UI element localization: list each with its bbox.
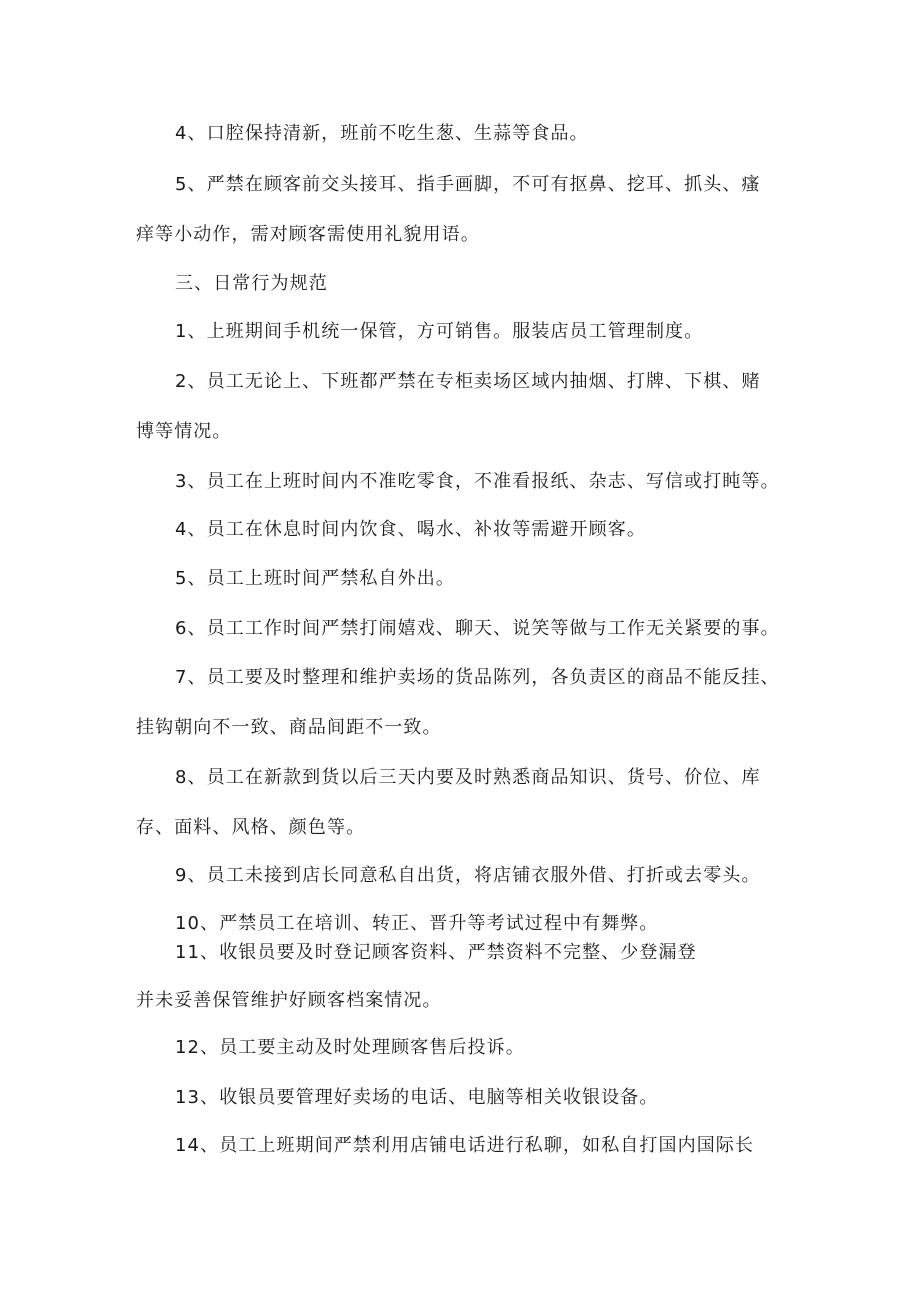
rule-14-no-private-calls: 14、员工上班期间严禁利用店铺电话进行私聊，如私自打国内国际长 [175, 1135, 755, 1156]
rule-5-no-whispering: 5、严禁在顾客前交头接耳、指手画脚，不可有抠鼻、挖耳、抓头、瘙 [175, 174, 761, 195]
rule-10-no-cheating: 10、严禁员工在培训、转正、晋升等考试过程中有舞弊。 [175, 913, 659, 934]
rule-13-cashier-equipment: 13、收银员要管理好卖场的电话、电脑等相关收银设备。 [175, 1087, 659, 1108]
rule-5-continuation: 痒等小动作，需对顾客需使用礼貌用语。 [136, 224, 480, 245]
rule-7-merchandise-display: 7、员工要及时整理和维护卖场的货品陈列，各负责区的商品不能反挂、 [175, 667, 780, 688]
rule-2-no-smoking-gambling: 2、员工无论上、下班都严禁在专柜卖场区域内抽烟、打牌、下棋、赌 [175, 371, 761, 392]
rule-4-break-time: 4、员工在休息时间内饮食、喝水、补妆等需避开顾客。 [175, 519, 646, 540]
rule-11-continuation: 并未妥善保管维护好顾客档案情况。 [136, 990, 442, 1011]
rule-5-no-leaving: 5、员工上班时间严禁私自外出。 [175, 568, 455, 589]
rule-2-continuation: 博等情况。 [136, 421, 232, 442]
rule-6-no-horseplay: 6、员工工作时间严禁打闹嬉戏、聊天、说笑等做与工作无关紧要的事。 [175, 618, 780, 639]
rule-8-product-knowledge: 8、员工在新款到货以后三天内要及时熟悉商品知识、货号、价位、库 [175, 767, 761, 788]
section-heading-daily-conduct: 三、日常行为规范 [175, 273, 328, 294]
rule-3-no-snacks: 3、员工在上班时间内不准吃零食，不准看报纸、杂志、写信或打盹等。 [175, 471, 780, 492]
rule-8-continuation: 存、面料、风格、颜色等。 [136, 817, 366, 838]
rule-11-customer-records: 11、收银员要及时登记顾客资料、严禁资料不完整、少登漏登 [175, 942, 697, 963]
rule-4-oral-hygiene: 4、口腔保持清新，班前不吃生葱、生蒜等食品。 [175, 123, 589, 144]
rule-9-unauthorized-goods: 9、员工未接到店长同意私自出货，将店铺衣服外借、打折或去零头。 [175, 865, 761, 886]
rule-12-complaints: 12、员工要主动及时处理顾客售后投诉。 [175, 1037, 525, 1058]
rule-1-phone-storage: 1、上班期间手机统一保管，方可销售。服装店员工管理制度。 [175, 321, 704, 342]
rule-7-continuation: 挂钩朝向不一致、商品间距不一致。 [136, 717, 442, 738]
